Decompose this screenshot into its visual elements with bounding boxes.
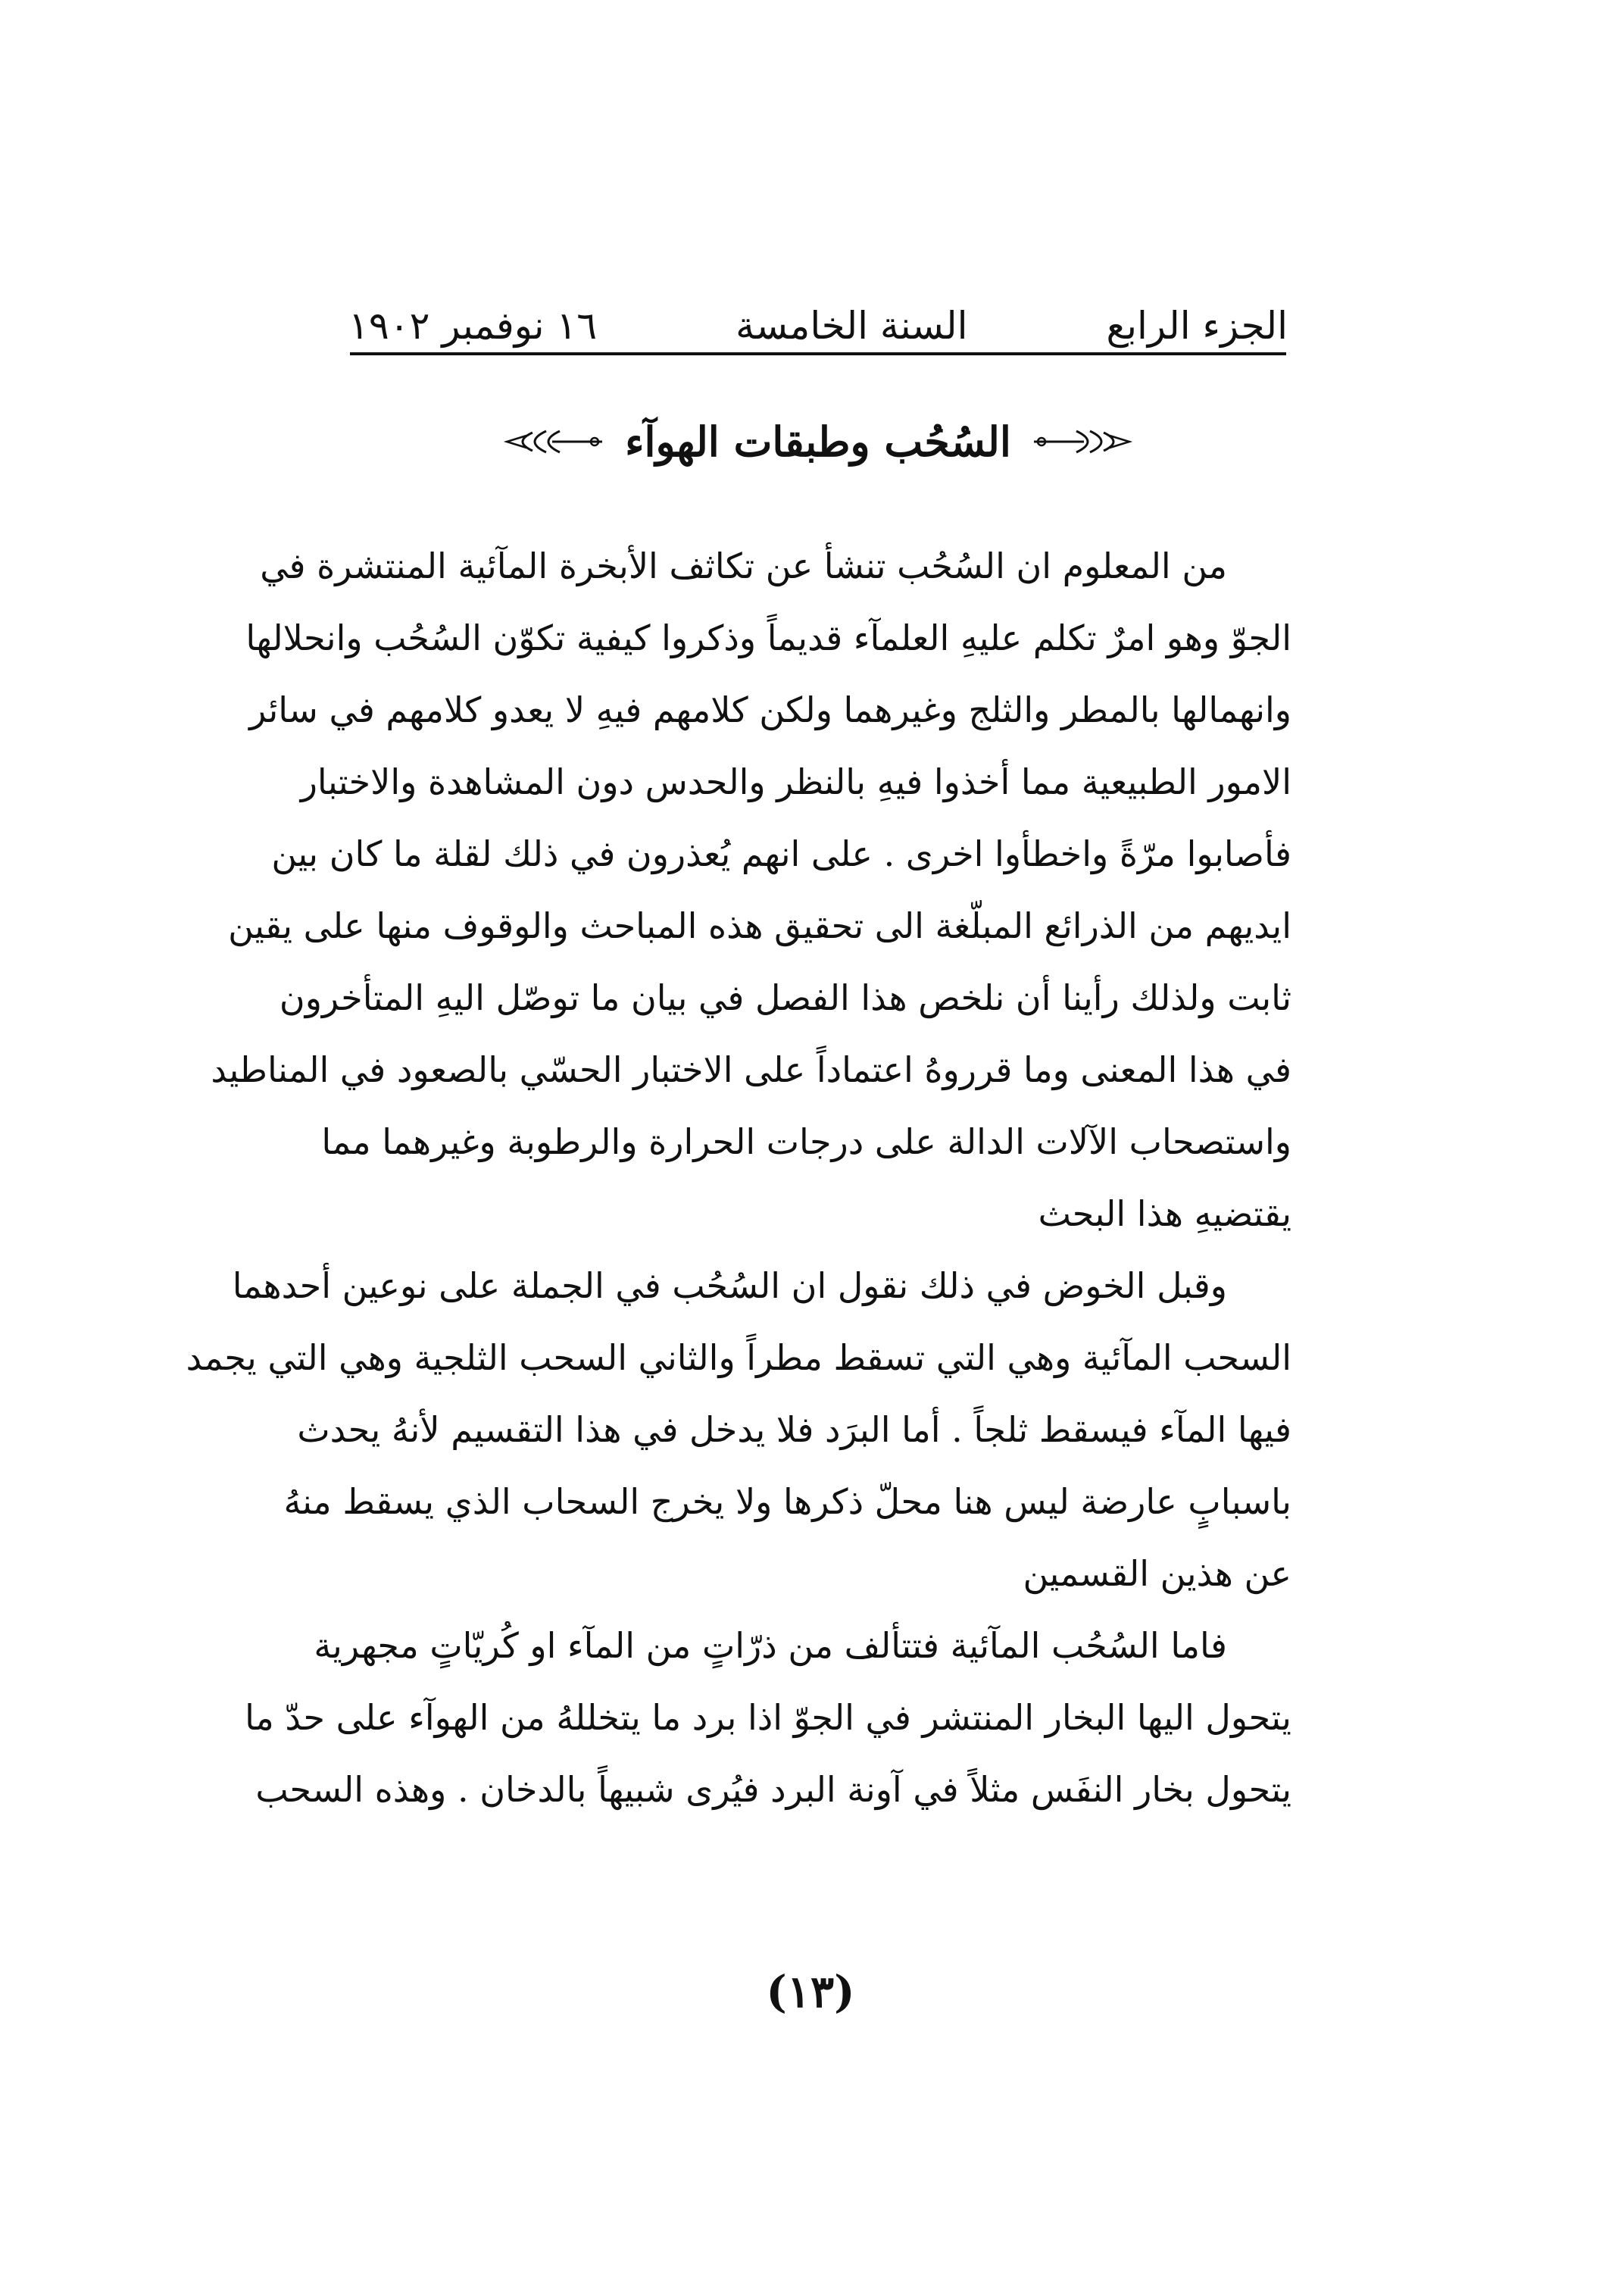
text-line: ثابت ولذلك رأينا أن نلخص هذا الفصل في بيان ما توصّل اليهِ المتأخرون — [279, 977, 1291, 1018]
left-ornament-icon — [1031, 427, 1145, 457]
text-line: باسبابٍ عارضة ليس هنا محلّ ذكرها ولا يخرج السحاب الذي يسقط منهُ — [283, 1481, 1291, 1522]
text-line: في هذا المعنى وما قرروهُ اعتماداً على الاختبار الحسّي بالصعود في المناطيد — [211, 1049, 1291, 1090]
text-line: يقتضيهِ هذا البحث — [1038, 1193, 1291, 1234]
header-year: السنة الخامسة — [735, 304, 968, 348]
running-header — [348, 277, 1288, 348]
text-line: الجوّ وهو امرٌ تكلم عليهِ العلمآء قديماً وذكروا كيفية تكوّن السُحُب وانحلالها — [245, 617, 1291, 658]
text-line: من المعلوم ان السُحُب تنشأ عن تكاثف الأبخرة المآئية المنتشرة في — [260, 545, 1227, 586]
text-line: ايديهم من الذرائع المبلّغة الى تحقيق هذه المباحث والوقوف منها على يقين — [228, 905, 1291, 946]
article-body — [186, 530, 1291, 1826]
text-line: فاما السُحُب المآئية فتتألف من ذرّاتٍ من المآء او كُريّاتٍ مجهرية — [314, 1625, 1227, 1666]
page-number: (١٣) — [766, 1966, 855, 2018]
text-line: واستصحاب الآلات الدالة على درجات الحرارة والرطوبة وغيرهما مما — [321, 1121, 1291, 1162]
text-line: يتحول بخار النفَس مثلاً في آونة البرد فيُرى شبيهاً بالدخان . وهذه السحب — [255, 1769, 1291, 1810]
text-line: عن هذين القسمين — [1023, 1553, 1291, 1594]
article-title: السُحُب وطبقات الهوآء — [625, 417, 1011, 466]
right-ornament-icon — [492, 427, 605, 457]
text-line: وقبل الخوض في ذلك نقول ان السُحُب في الجملة على نوعين أحدهما — [232, 1265, 1227, 1306]
text-line: الامور الطبيعية مما أخذوا فيهِ بالنظر والحدس دون المشاهدة والاختبار — [300, 761, 1291, 802]
article-title-block — [424, 408, 1212, 476]
text-line: السحب المآئية وهي التي تسقط مطراً والثاني السحب الثلجية وهي التي يجمد — [186, 1337, 1291, 1378]
header-date: ١٦ نوفمبر ١٩٠٢ — [348, 304, 598, 348]
header-rule — [350, 352, 1286, 355]
text-line: يتحول اليها البخار المنتشر في الجوّ اذا برد ما يتخللهُ من الهوآء على حدّ ما — [245, 1697, 1291, 1738]
text-line: فيها المآء فيسقط ثلجاً . أما البرَد فلا يدخل في هذا التقسيم لأنهُ يحدث — [297, 1409, 1291, 1450]
header-part: الجزء الرابع — [1106, 304, 1288, 348]
text-line: فأصابوا مرّةً واخطأوا اخرى . على انهم يُعذرون في ذلك لقلة ما كان بين — [271, 833, 1291, 874]
text-line: وانهمالها بالمطر والثلج وغيرهما ولكن كلامهم فيهِ لا يعدو كلامهم في سائر — [249, 689, 1291, 730]
